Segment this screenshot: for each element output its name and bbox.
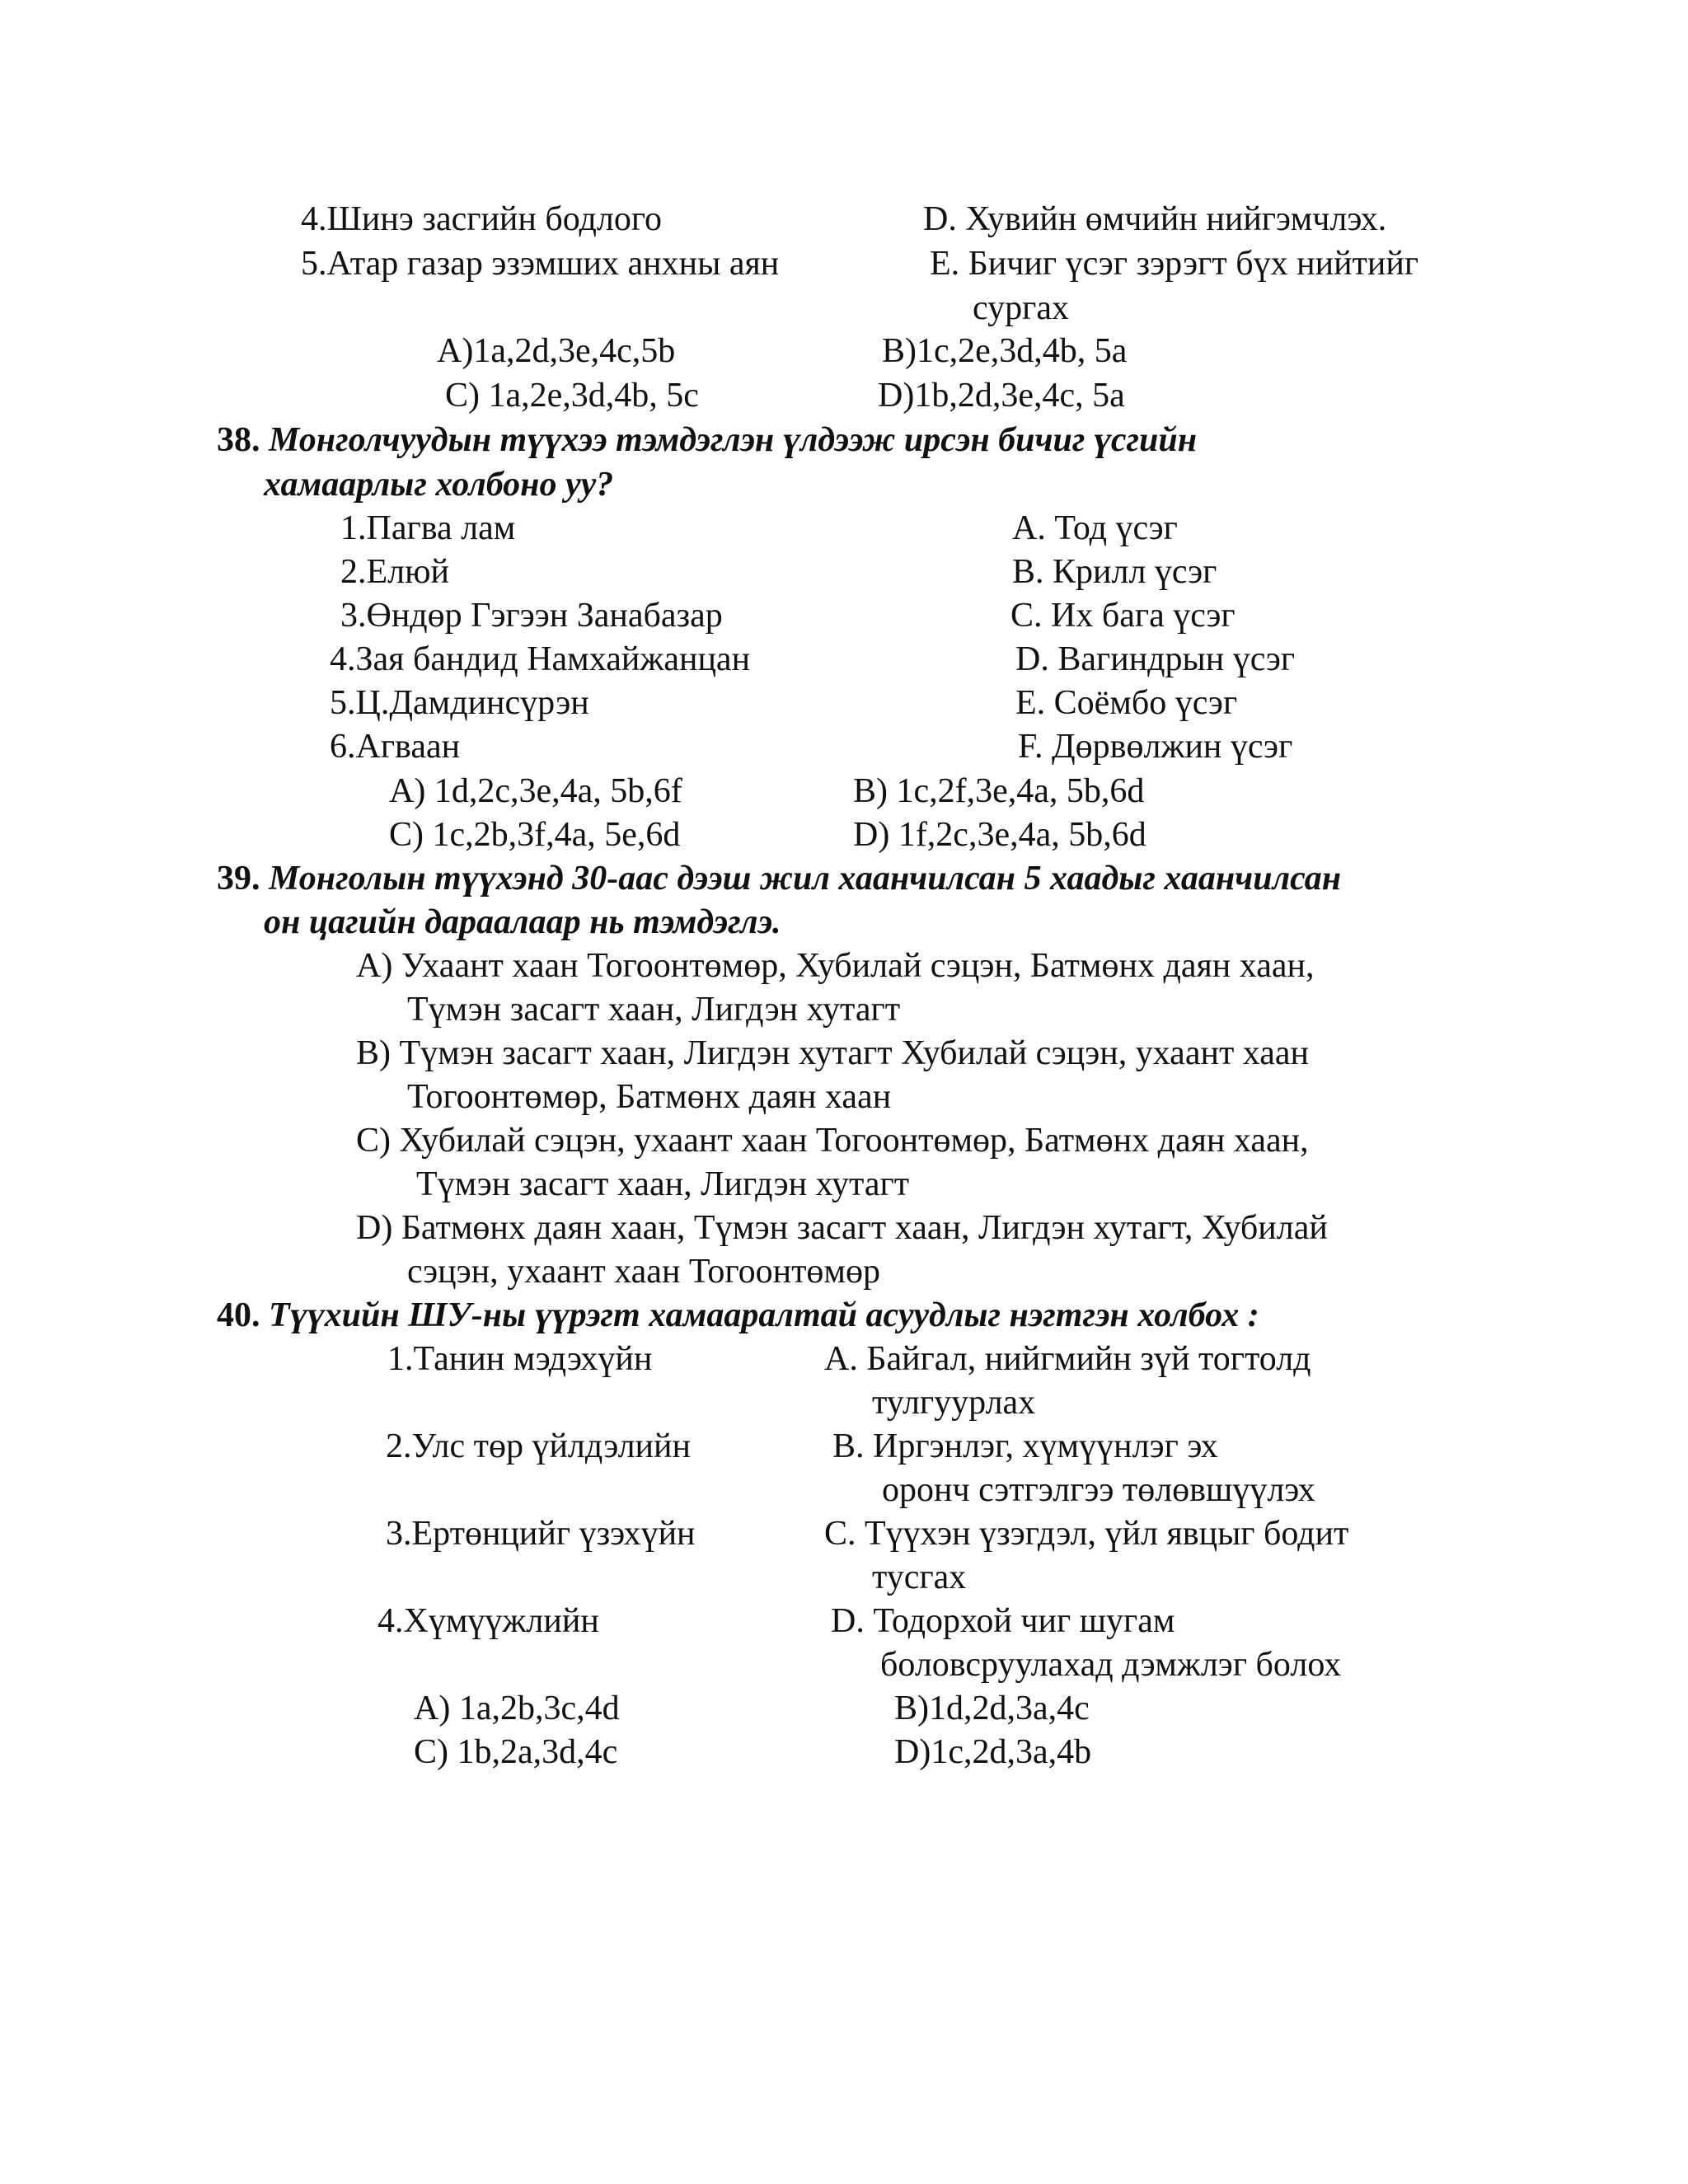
q40-left-item-1: 1.Танин мэдэхүйн xyxy=(387,1340,653,1378)
q38-right-item-f: F. Дөрвөлжин үсэг xyxy=(1018,728,1293,766)
q39-number: 39. xyxy=(217,860,260,898)
q40-answer-c: C) 1b,2a,3d,4c xyxy=(414,1733,618,1771)
q37-right-item-e: E. Бичиг үсэг зэрэгт бүх нийтийг xyxy=(930,245,1419,283)
q38-right-item-a: A. Тод үсэг xyxy=(1012,509,1178,547)
q39-option-b: B) Түмэн засагт хаан, Лигдэн хутагт Хубилай сэцэн, ухаант хаан xyxy=(356,1034,1310,1072)
q38-answer-b: B) 1c,2f,3e,4a, 5b,6d xyxy=(853,772,1145,810)
q40-answer-a: A) 1a,2b,3c,4d xyxy=(414,1690,620,1727)
q37-left-item-5: 5.Атар газар эзэмших анхны аян xyxy=(301,245,780,283)
q40-right-item-d-cont: боловсруулахад дэмжлэг болох xyxy=(880,1646,1342,1684)
q38-title-line2: хамаарлыг холбоно уу? xyxy=(264,466,614,504)
q38-left-item-3: 3.Өндөр Гэгээн Занабазар xyxy=(340,597,723,635)
q39-option-c-cont: Түмэн засагт хаан, Лигдэн хутагт xyxy=(416,1165,910,1203)
q37-answer-a: A)1a,2d,3e,4c,5b xyxy=(437,332,676,370)
q40-right-item-a: A. Байгал, нийгмийн зүй тогтолд xyxy=(824,1340,1311,1378)
q40-title xyxy=(217,1294,1259,1337)
q39-option-d: D) Батмөнх даян хаан, Түмэн засагт хаан, Лигдэн хутагт, Хубилай xyxy=(356,1209,1328,1247)
q40-answer-d: D)1c,2d,3a,4b xyxy=(894,1733,1092,1771)
q38-left-item-1: 1.Пагва лам xyxy=(340,509,516,547)
q40-right-item-c: C. Түүхэн үзэгдэл, үйл явцыг бодит xyxy=(824,1515,1349,1553)
q40-right-item-a-cont: тулгуурлах xyxy=(872,1384,1036,1422)
q37-answer-d: D)1b,2d,3e,4c, 5a xyxy=(878,377,1125,415)
q38-left-item-5: 5.Ц.Дамдинсүрэн xyxy=(330,684,589,722)
q37-answer-b: B)1c,2e,3d,4b, 5a xyxy=(882,332,1128,370)
q37-left-item-4: 4.Шинэ засгийн бодлого xyxy=(301,200,663,238)
q40-number: 40. xyxy=(217,1296,260,1334)
q37-answer-c: C) 1a,2e,3d,4b, 5c xyxy=(445,377,699,415)
q40-right-item-b: B. Иргэнлэг, хүмүүнлэг эх xyxy=(832,1427,1218,1465)
q38-answer-d: D) 1f,2c,3e,4a, 5b,6d xyxy=(853,816,1146,854)
q38-right-item-c: C. Их бага үсэг xyxy=(1010,597,1236,635)
q38-right-item-d: D. Вагиндрын үсэг xyxy=(1015,640,1296,678)
q39-title-line2: он цагийн дараалаар нь тэмдэглэ. xyxy=(264,903,781,941)
q40-right-item-d: D. Тодорхой чиг шугам xyxy=(831,1602,1175,1640)
q38-title xyxy=(217,419,1197,462)
q37-right-item-e-cont: сургах xyxy=(973,289,1069,327)
q38-left-item-2: 2.Елюй xyxy=(340,553,449,591)
q39-title xyxy=(217,857,1341,900)
q40-title-text: Түүхийн ШУ-ны үүрэгт хамааралтай асуудлыг нэгтгэн холбох : xyxy=(269,1296,1259,1334)
q38-left-item-4: 4.Зая бандид Намхайжанцан xyxy=(330,640,751,678)
q38-right-item-e: E. Соёмбо үсэг xyxy=(1015,684,1238,722)
q40-left-item-3: 3.Ертөнцийг үзэхүйн xyxy=(386,1515,696,1553)
q40-right-item-c-cont: тусгах xyxy=(872,1558,967,1596)
q39-option-b-cont: Тогоонтөмөр, Батмөнх даян хаан xyxy=(407,1078,892,1116)
q38-left-item-6: 6.Агваан xyxy=(330,728,461,766)
q39-option-a-cont: Түмэн засагт хаан, Лигдэн хутагт xyxy=(407,991,901,1029)
q38-answer-a: A) 1d,2c,3e,4a, 5b,6f xyxy=(389,772,682,810)
q40-right-item-b-cont: оронч сэтгэлгээ төлөвшүүлэх xyxy=(882,1471,1315,1509)
q39-title-line1: Монголын түүхэнд 30-аас дээш жил хаанчилсан 5 хаадыг хаанчилсан xyxy=(269,860,1342,898)
q38-title-line1: Монголчуудын түүхээ тэмдэглэн үлдээж ирсэн бичиг үсгийн xyxy=(269,421,1198,459)
q38-right-item-b: B. Крилл үсэг xyxy=(1012,553,1217,591)
q38-answer-c: C) 1c,2b,3f,4a, 5e,6d xyxy=(389,816,681,854)
q37-right-item-d: D. Хувийн өмчийн нийгэмчлэх. xyxy=(923,200,1387,238)
q39-option-a: A) Ухаант хаан Тогоонтөмөр, Хубилай сэцэн, Батмөнх даян хаан, xyxy=(356,947,1315,985)
q38-number: 38. xyxy=(217,421,260,459)
q40-left-item-4: 4.Хүмүүжлийн xyxy=(377,1602,599,1640)
q39-option-c: C) Хубилай сэцэн, ухаант хаан Тогоонтөмөр, Батмөнх даян хаан, xyxy=(356,1122,1309,1160)
q39-option-d-cont: сэцэн, ухаант хаан Тогоонтөмөр xyxy=(407,1253,881,1291)
q40-left-item-2: 2.Улс төр үйлдэлийн xyxy=(386,1427,691,1465)
q40-answer-b: B)1d,2d,3a,4c xyxy=(894,1690,1090,1727)
